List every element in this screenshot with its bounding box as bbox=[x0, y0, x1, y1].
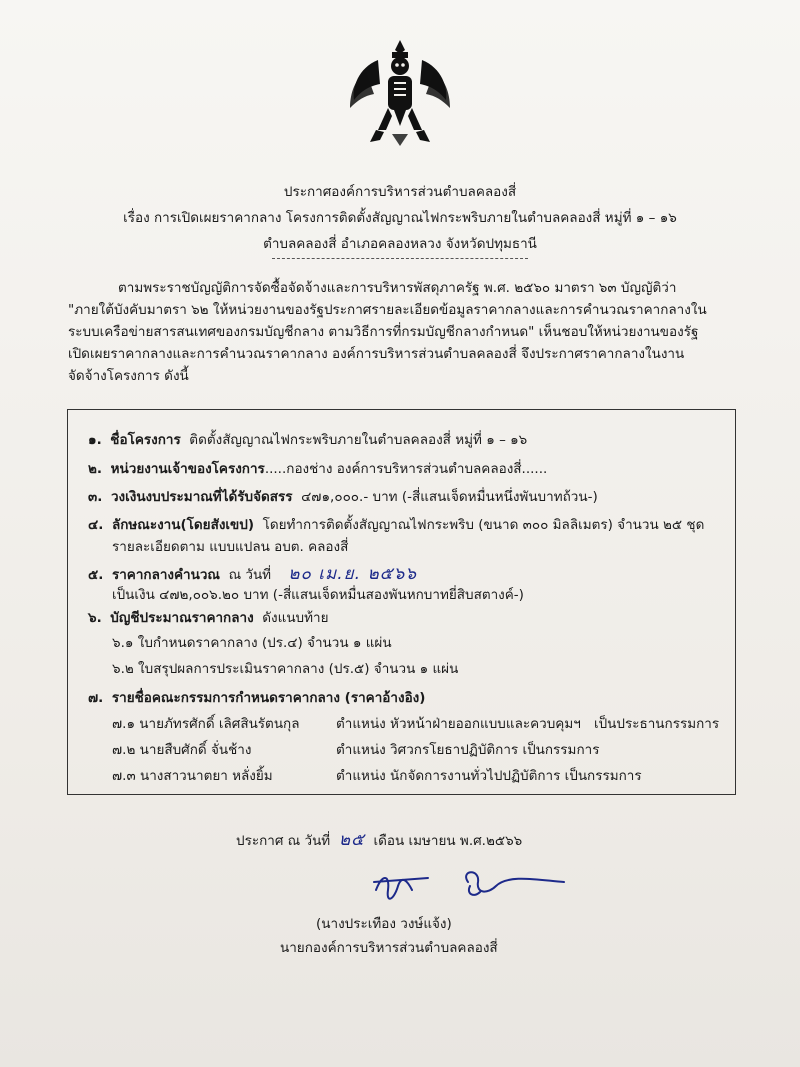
announcement-subject: เรื่อง การเปิดเผยราคากลาง โครงการติดตั้งสัญญาณไฟกระพริบภายในตำบลคลองสี่ หมู่ที่ ๑ – ๑๖ bbox=[123, 210, 677, 226]
work-description-detail: รายละเอียดตาม แบบแปลน อบต. คลองสี่ bbox=[112, 539, 349, 555]
work-description-label: ลักษณะงาน(โดยสังเขป) bbox=[111, 517, 254, 533]
budget-value: ๔๗๑,๐๐๐.- บาท (-สี่แสนเจ็ดหมื่นหนึ่งพันบาทถ้วน-) bbox=[301, 489, 598, 505]
item-number: ๒. bbox=[88, 461, 103, 477]
work-description-value: โดยทำการติดตั้งสัญญาณไฟกระพริบ (ขนาด ๓๐๐ มิลลิเมตร) จำนวน ๒๕ ชุด bbox=[262, 517, 705, 533]
item-2 bbox=[88, 457, 547, 479]
intro-line-1: ตามพระราชบัญญัติการจัดซื้อจัดจ้างและการบริหารพัสดุภาครัฐ พ.ศ. ๒๕๖๐ มาตรา ๖๓ บัญญัติว่า bbox=[118, 280, 677, 296]
estimate-list-value: ดังแนบท้าย bbox=[262, 610, 329, 626]
announcement-title: ประกาศองค์การบริหารส่วนตำบลคลองสี่ bbox=[283, 184, 517, 200]
median-price-date-prefix: ณ วันที่ bbox=[228, 567, 272, 583]
item-number: ๑. bbox=[88, 432, 102, 448]
signer-title: นายกองค์การบริหารส่วนตำบลคลองสี่ bbox=[280, 940, 498, 956]
budget-label: วงเงินงบประมาณที่ได้รับจัดสรร bbox=[110, 489, 293, 505]
signer-name: (นางประเทือง วงษ์แจ้ง) bbox=[316, 916, 452, 932]
signature-icon bbox=[368, 860, 568, 910]
intro-line-3: ระบบเครือข่ายสารสนเทศของกรมบัญชีกลาง ตามวิธีการที่กรมบัญชีกลางกำหนด" เห็นชอบให้หน่วยงานของรัฐ bbox=[68, 324, 699, 340]
item-number: ๕. bbox=[88, 567, 104, 583]
item-1 bbox=[88, 428, 527, 450]
estimate-item-6-1: ๖.๑ ใบกำหนดราคากลาง (ปร.๔) จำนวน ๑ แผ่น bbox=[112, 635, 392, 651]
median-price-date-handwritten: ๒๐ เม.ย. ๒๕๖๖ bbox=[288, 564, 418, 584]
estimate-list-label: บัญชีประมาณราคากลาง bbox=[110, 610, 254, 626]
median-price-amount: เป็นเงิน ๔๗๒,๐๐๖.๒๐ บาท (-สี่แสนเจ็ดหมื่นสองพันหกบาทยี่สิบสตางค์-) bbox=[112, 587, 524, 603]
announce-month-year: เดือน เมษายน พ.ศ.๒๕๖๖ bbox=[373, 833, 523, 849]
announcement-date bbox=[236, 826, 522, 853]
item-4 bbox=[88, 513, 704, 535]
committee-member-1-role: เป็นประธานกรรมการ bbox=[594, 716, 720, 732]
item-number: ๔. bbox=[88, 517, 104, 533]
owner-agency-value: .....กองช่าง องค์การบริหารส่วนตำบลคลองสี่...... bbox=[264, 461, 548, 477]
committee-member-3-name: ๗.๓ นางสาวนาตยา หลั่งยิ้ม bbox=[112, 768, 273, 784]
intro-line-5: จัดจ้างโครงการ ดังนี้ bbox=[68, 368, 189, 384]
item-number: ๖. bbox=[88, 610, 102, 626]
header-divider bbox=[272, 258, 528, 259]
item-number: ๗. bbox=[88, 690, 104, 706]
garuda-emblem-icon bbox=[348, 38, 452, 148]
intro-line-2: "ภายใต้บังคับมาตรา ๖๒ ให้หน่วยงานของรัฐประกาศรายละเอียดข้อมูลราคากลางและการคำนวณราคากลางใน bbox=[68, 302, 707, 318]
committee-label: รายชื่อคณะกรรมการกำหนดราคากลาง (ราคาอ้างอิง) bbox=[111, 690, 426, 706]
item-6 bbox=[88, 606, 329, 628]
project-name-value: ติดตั้งสัญญาณไฟกระพริบภายในตำบลคลองสี่ หมู่ที่ ๑ – ๑๖ bbox=[189, 432, 528, 448]
owner-agency-label: หน่วยงานเจ้าของโครงการ bbox=[110, 461, 265, 477]
committee-member-1-name: ๗.๑ นายภัทรศักดิ์ เลิศสินรัตนกุล bbox=[112, 716, 300, 732]
announce-date-prefix: ประกาศ ณ วันที่ bbox=[236, 833, 331, 849]
committee-member-2-position: ตำแหน่ง วิศวกรโยธาปฏิบัติการ เป็นกรรมการ bbox=[336, 742, 600, 758]
committee-member-1-position: ตำแหน่ง หัวหน้าฝ่ายออกแบบและควบคุมฯ bbox=[336, 716, 581, 732]
item-7 bbox=[88, 686, 425, 708]
announcement-location: ตำบลคลองสี่ อำเภอคลองหลวง จังหวัดปทุมธานี bbox=[263, 236, 537, 252]
committee-member-2-name: ๗.๒ นายสืบศักดิ์ จั่นช้าง bbox=[112, 742, 252, 758]
intro-line-4: เปิดเผยราคากลางและการคำนวณราคากลาง องค์การบริหารส่วนตำบลคลองสี่ จึงประกาศราคากลางในงาน bbox=[68, 346, 685, 362]
median-price-label: ราคากลางคำนวณ bbox=[111, 567, 220, 583]
item-number: ๓. bbox=[88, 489, 103, 505]
project-name-label: ชื่อโครงการ bbox=[110, 432, 181, 448]
committee-member-3-position: ตำแหน่ง นักจัดการงานทั่วไปปฏิบัติการ เป็นกรรมการ bbox=[336, 768, 642, 784]
item-3 bbox=[88, 485, 598, 507]
announce-day-handwritten: ๒๕ bbox=[338, 830, 365, 850]
estimate-item-6-2: ๖.๒ ใบสรุปผลการประเมินราคากลาง (ปร.๕) จำนวน ๑ แผ่น bbox=[112, 661, 459, 677]
